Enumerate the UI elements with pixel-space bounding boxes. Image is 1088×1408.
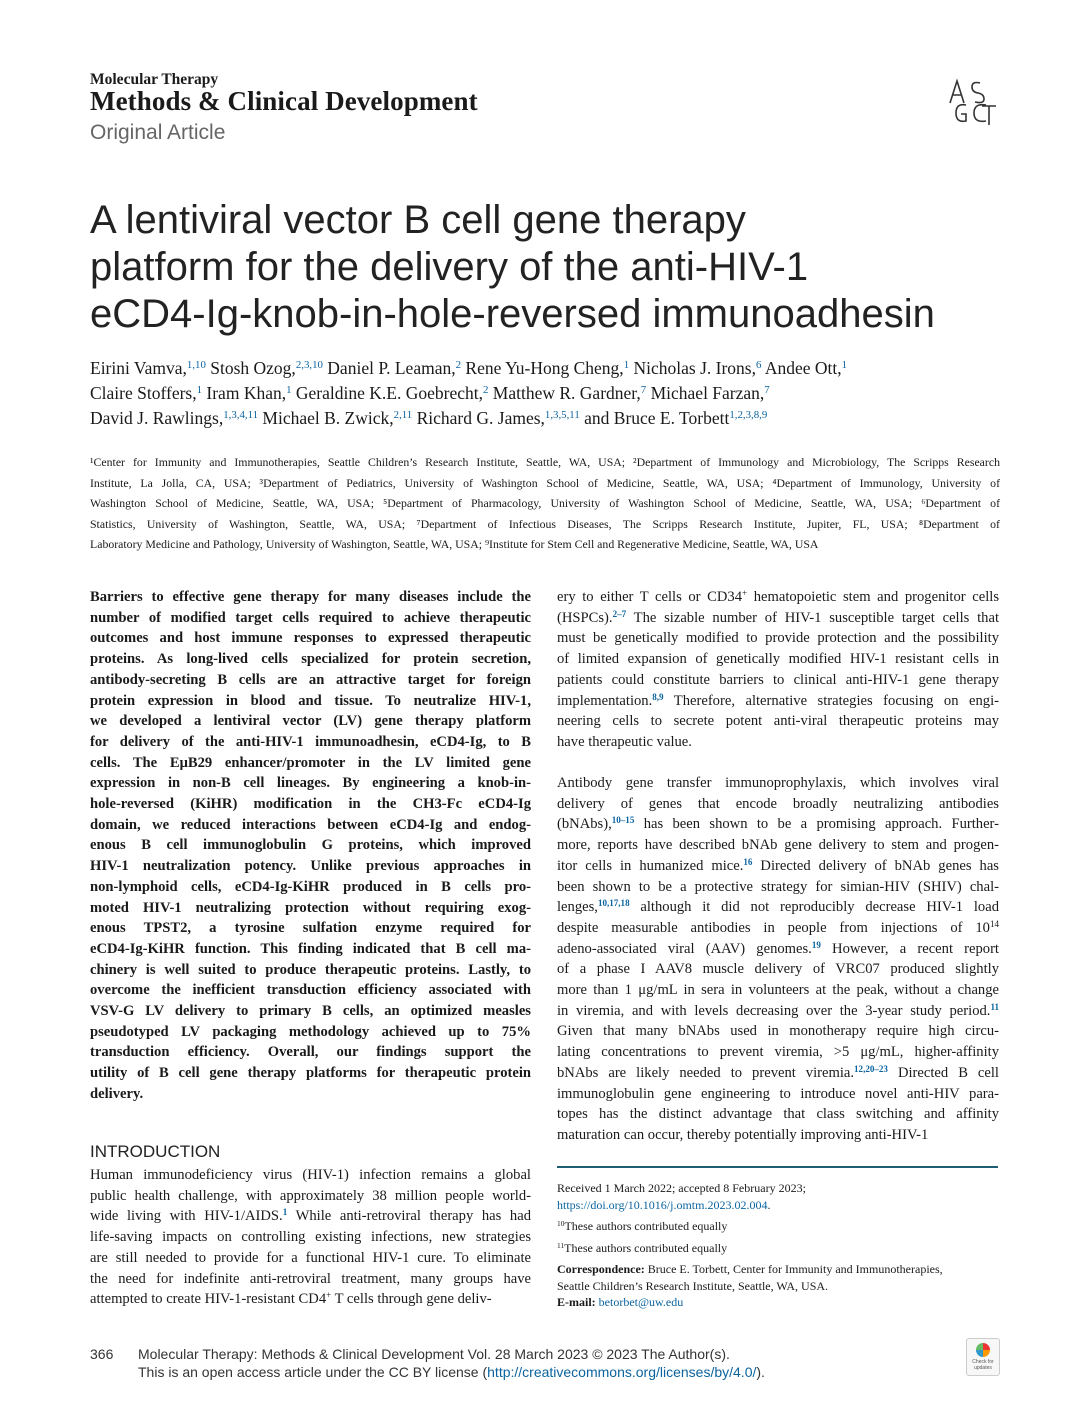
author: Geraldine K.E. Goebrecht,$^2$ <box>295 383 489 403</box>
text-line: wide living with HIV-1/AIDS.$^1$ While anti-retroviral therapy has had <box>90 1207 531 1225</box>
author: and Bruce E. Torbett$^{1,2,3,8,9}$ <box>584 408 768 428</box>
text-line: patients could constitute barriers to clinical anti-HIV-1 gene therapy <box>557 671 999 688</box>
abstract-line: enous B cell immunoglobulin G proteins, which improved <box>90 837 531 854</box>
text-line: (bNAbs),$^{10-15}$ has been shown to be a promising approach. Further- <box>557 815 999 833</box>
equal-contribution-note-11: $^{11}$These authors contributed equally <box>557 1240 728 1255</box>
author: Rene Yu-Hong Cheng,$^1$ <box>465 358 630 378</box>
text-line: Human immunodeficiency virus (HIV-1) infection remains a global <box>90 1167 531 1183</box>
email-line: E-mail: betorbet@uw.edu <box>557 1295 684 1309</box>
author: Iram Khan,$^1$ <box>206 383 292 403</box>
author: Eirini Vamva,$^{1,10}$ <box>90 358 206 378</box>
asgct-logo-icon <box>944 73 1000 129</box>
text-line: have therapeutic value. <box>557 733 692 750</box>
footer-journal-line: Molecular Therapy: Methods & Clinical Development Vol. 28 March 2023 © 2023 The Author(s). <box>138 1346 730 1362</box>
text-line: bNAbs are likely needed to prevent viremia.$^{12,20-23}$ Directed B cell <box>557 1063 999 1081</box>
abstract-line: domain, we reduced interactions between eCD4-Ig and endog- <box>90 816 531 833</box>
received-dates: Received 1 March 2022; accepted 8 February 2023; <box>557 1181 806 1195</box>
author-list <box>90 356 1010 431</box>
author: Michael Farzan,$^7$ <box>650 383 770 403</box>
abstract-line: utility of B cell gene therapy platforms for therapeutic protein <box>90 1065 531 1082</box>
article-notes <box>557 1180 998 1311</box>
author: Richard G. James,$^{1,3,5,11}$ <box>416 408 580 428</box>
introduction-text <box>90 1165 531 1310</box>
abstract-line: transduction efficiency. Overall, our findings support the <box>90 1044 531 1061</box>
citation[interactable]: 16 <box>743 856 753 867</box>
abstract-line: chinery is well suited to produce therapeutic proteins. Lastly, to <box>90 961 531 978</box>
abstract-line: HIV-1 neutralization potency. Unlike previous approaches in <box>90 858 531 875</box>
journal-name-small: Molecular Therapy <box>90 71 219 88</box>
license-link[interactable]: http://creativecommons.org/licenses/by/4.0/ <box>487 1364 757 1380</box>
page-number: 366 <box>90 1346 114 1362</box>
abstract-line: eCD4-Ig-KiHR function. This finding indicated that B cell ma- <box>90 940 531 957</box>
author-line <box>90 381 1010 406</box>
text-line: lenges,$^{10,17,18}$ although it did not reproducibly decrease HIV-1 load <box>557 898 999 916</box>
citation[interactable]: 12,20–23 <box>854 1063 888 1074</box>
author: Claire Stoffers,$^1$ <box>90 383 203 403</box>
text-line: public health challenge, with approximately 38 million people world- <box>90 1187 531 1204</box>
affiliation-line: Washington School of Medicine, Seattle, WA, USA; ⁵Department of Pharmacology, University of Washington School of Medicine, Seattle, WA, USA; ⁶Department of <box>90 496 1000 510</box>
abstract-line: hole-reversed (KiHR) modification in the CH3-Fc eCD4-Ig <box>90 796 531 813</box>
text-line: (HSPCs).$^{2-7}$ The sizable number of HIV-1 susceptible target cells that <box>557 608 999 626</box>
title-line: platform for the delivery of the anti-HIV-1 <box>90 245 809 289</box>
abstract-line: VSV-G LV delivery to primary B cells, an optimized measles <box>90 1003 531 1020</box>
abstract-line: proteins. As long-lived cells specialized for protein secretion, <box>90 651 531 668</box>
author: Stosh Ozog,$^{2,3,10}$ <box>210 358 323 378</box>
text-line: Antibody gene transfer immunoprophylaxis, which involves viral <box>557 775 999 791</box>
article-title <box>90 197 1010 338</box>
affiliation-line: Laboratory Medicine and Pathology, University of Washington, Seattle, WA, USA; ⁹Institute for Stem Cell and Regenerative Medicine, Seattle, WA, USA <box>90 537 819 551</box>
text-line: delivery of genes that encode broadly neutralizing antibodies <box>557 795 999 812</box>
abstract-line: outcomes and host immune responses to expressed therapeutic <box>90 630 531 647</box>
text-line: must be genetically modified to provide protection and the possibility <box>557 630 999 647</box>
abstract-line: cells. The EμB29 enhancer/promoter in the LV limited gene <box>90 754 531 771</box>
author: David J. Rawlings,$^{1,3,4,11}$ <box>90 408 259 428</box>
text-line: immunoglobulin gene engineering to introduce novel anti-HIV para- <box>557 1085 999 1102</box>
author: Matthew R. Gardner,$^7$ <box>492 383 647 403</box>
doi-line: https://doi.org/10.1016/j.omtm.2023.02.004. <box>557 1197 771 1212</box>
affiliation-line: Institute, La Jolla, CA, USA; ³Department of Pediatrics, University of Washington School of Medicine, Seattle, WA, USA; ⁴Department of Immunology, University of <box>90 475 1000 490</box>
abstract-line: moted HIV-1 neutralizing protection without requiring exog- <box>90 899 531 916</box>
journal-name: Methods & Clinical Development <box>90 86 478 116</box>
article-type: Original Article <box>90 121 226 144</box>
author-line <box>90 356 1010 381</box>
doi-link[interactable]: https://doi.org/10.1016/j.omtm.2023.02.004 <box>557 1197 768 1212</box>
footer-license-line: This is an open access article under the CC BY license (http://creativecommons.org/licenses/by/4.0/). <box>138 1364 765 1380</box>
citation[interactable]: 11 <box>990 1001 999 1012</box>
equal-contribution-note-10: $^{10}$These authors contributed equally <box>557 1218 728 1233</box>
author: Andee Ott,$^1$ <box>764 358 848 378</box>
abstract-line: pseudotyped LV packaging methodology achieved up to 75% <box>90 1023 531 1040</box>
text-line: been shown to be a protective strategy for simian-HIV (SHIV) chal- <box>557 878 999 895</box>
author: Nicholas J. Irons,$^6$ <box>633 358 762 378</box>
section-heading-introduction: INTRODUCTION <box>90 1142 221 1161</box>
author: Daniel P. Leaman,$^2$ <box>327 358 462 378</box>
text-line: implementation.$^{8,9}$ Therefore, alternative strategies focusing on engi- <box>557 691 999 709</box>
right-column-paragraph-2 <box>557 773 999 1146</box>
author: Michael B. Zwick,$^{2,11}$ <box>262 408 413 428</box>
abstract-line: antibody-secreting B cells are an attractive target for foreign <box>90 671 531 688</box>
notes-divider <box>557 1166 998 1168</box>
text-line: neering cells to secrete potent anti-viral therapeutic proteins may <box>557 713 999 730</box>
abstract-line: expression in non-B cell lineages. By engineering a knob-in- <box>90 775 531 792</box>
abstract-line: Barriers to effective gene therapy for many diseases include the <box>90 589 531 605</box>
text-line: despite measurable antibodies in people from injections of $10^{14}$ <box>557 918 999 936</box>
affiliations <box>90 452 1000 555</box>
text-line: of limited expansion of genetically modified HIV-1 resistant cells in <box>557 651 999 668</box>
text-line: more than 1 μg/mL in sera in volunteers at the peak, without a change <box>557 982 999 999</box>
abstract-line: non-lymphoid cells, eCD4-Ig-KiHR produced in B cells pro- <box>90 878 531 895</box>
abstract-line: protein expression in blood and tissue. To neutralize HIV-1, <box>90 692 531 709</box>
email-link[interactable]: betorbet@uw.edu <box>598 1295 684 1309</box>
author-line <box>90 406 1010 431</box>
text-line: are still needed to provide for a functional HIV-1 cure. To eliminate <box>90 1249 531 1266</box>
citation[interactable]: 8,9 <box>652 691 664 702</box>
text-line: Given that many bNAbs used in monotherapy require high circu- <box>557 1023 999 1040</box>
correspondence: Correspondence: Bruce E. Torbett, Center for Immunity and Immunotherapies, Seattle Children’s Research Institute, Seattle, WA, USA. <box>557 1262 943 1293</box>
text-line: the need for indefinite anti-retroviral treatment, many groups have <box>90 1270 531 1287</box>
abstract-line: enous TPST2, a tyrosine sulfation enzyme required for <box>90 920 531 937</box>
citation[interactable]: 1 <box>282 1207 288 1218</box>
affiliation-line: ¹Center for Immunity and Immunotherapies, Seattle Children’s Research Institute, Seattle, WA, USA; ²Department of Immunology and Microbiology, The Scripps Research <box>90 455 1000 469</box>
abstract <box>90 587 531 1105</box>
citation[interactable]: 10,17,18 <box>597 898 630 909</box>
right-column-paragraph-1 <box>557 587 999 753</box>
text-line: maturation can occur, thereby potentially improving anti-HIV-1 <box>557 1126 929 1143</box>
text-line: of a phase I AAV8 muscle delivery of VRC07 produced slightly <box>557 961 999 978</box>
text-line: life-saving impacts on controlling existing infections, new strategies <box>90 1229 531 1246</box>
citation[interactable]: 19 <box>811 939 821 950</box>
abstract-line: for delivery of the anti-HIV-1 immunoadhesin, eCD4-Ig, to B <box>90 733 531 750</box>
text-line: topes has the distinct advantage that class switching and affinity <box>557 1106 999 1123</box>
abstract-line: delivery. <box>90 1085 144 1102</box>
text-line: more, reports have described bNAb gene delivery to stem and progen- <box>557 837 999 854</box>
affiliation-line: Statistics, University of Washington, Seattle, WA, USA; ⁷Department of Infectious Diseases, The Scripps Research Institute, Jupiter, FL, USA; ⁸Department of <box>90 516 1000 531</box>
crossmark-icon <box>976 1343 990 1357</box>
title-line: eCD4-Ig-knob-in-hole-reversed immunoadhesin <box>90 292 935 336</box>
abstract-line: we developed a lentiviral vector (LV) gene therapy platform <box>90 713 531 730</box>
title-line: A lentiviral vector B cell gene therapy <box>90 198 746 242</box>
text-line: in viremia, and with levels decreasing over the 3-year study period.$^{11}$ <box>557 1001 999 1019</box>
check-for-updates-badge[interactable]: Check for updates <box>966 1338 1000 1376</box>
citation[interactable]: 10–15 <box>611 815 635 826</box>
text-line: lating concentrations to prevent viremia, >5 μg/mL, higher-affinity <box>557 1044 999 1061</box>
citation[interactable]: 2–7 <box>612 608 627 619</box>
text-line: ery to either T cells or CD34+ hematopoietic stem and progenitor cells <box>557 588 999 605</box>
abstract-line: number of modified target cells required to achieve therapeutic <box>90 609 531 626</box>
text-line: itor cells in humanized mice.$^{16}$ Directed delivery of bNAb genes has <box>557 856 999 874</box>
text-line: attempted to create HIV-1-resistant CD4+ T cells through gene deliv- <box>90 1290 492 1308</box>
abstract-line: overcome the inefficient transduction efficiency associated with <box>90 982 531 999</box>
text-line: adeno-associated viral (AAV) genomes.$^{19}$ However, a recent report <box>557 939 999 957</box>
